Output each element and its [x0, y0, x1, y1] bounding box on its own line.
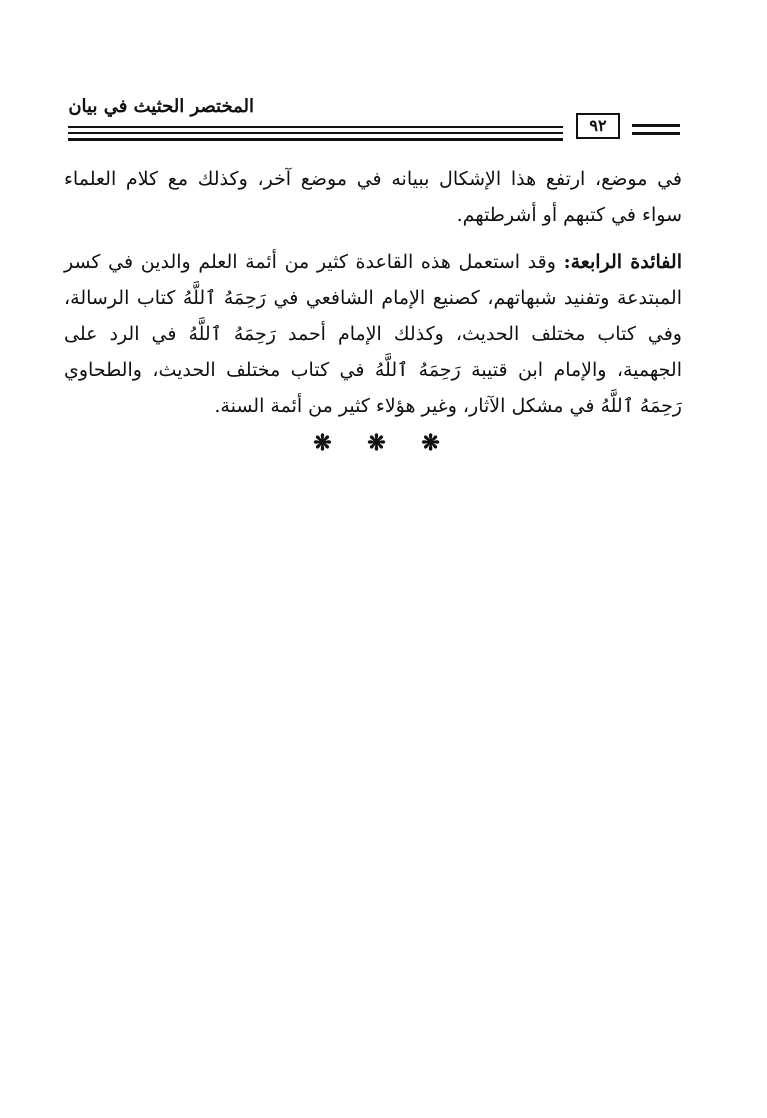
header-rule — [68, 126, 563, 128]
header-rule — [632, 132, 680, 135]
paragraph-continuation: في موضع، ارتفع هذا الإشكال ببيانه في موضع آخر، وكذلك مع كلام العلماء سواء في كتبهم أو أشرطتهم. — [64, 168, 682, 226]
header-rule — [68, 138, 563, 141]
section-separator: ❋ ❋ ❋ — [313, 430, 454, 456]
header-rule — [632, 124, 680, 127]
paragraph-fourth-benefit — [64, 244, 682, 424]
running-title: المختصر الحثيث في بيان — [68, 96, 254, 117]
page-number: ٩٢ — [576, 113, 620, 139]
paragraph-text: وقد استعمل هذه القاعدة كثير من أئمة العلم والدين في كسر المبتدعة وتفنيد شبهاتهم، كصنيع الإمام الشافعي في رَحِمَهُ ٱللَّهُ كتاب الرسالة، وفي كتاب مختلف الحديث، وكذلك الإمام أحمد رَحِمَهُ ٱللَّهُ في الرد على الجهمية، والإمام ابن قتيبة رَحِمَهُ ٱللَّهُ في كتاب مختلف الحديث، والطحاوي رَحِمَهُ ٱللَّهُ في مشكل الآثار، وغير هؤلاء كثير من أئمة السنة. — [64, 251, 682, 417]
paragraph-heading: الفائدة الرابعة: — [563, 251, 682, 273]
header-rule — [68, 132, 563, 134]
